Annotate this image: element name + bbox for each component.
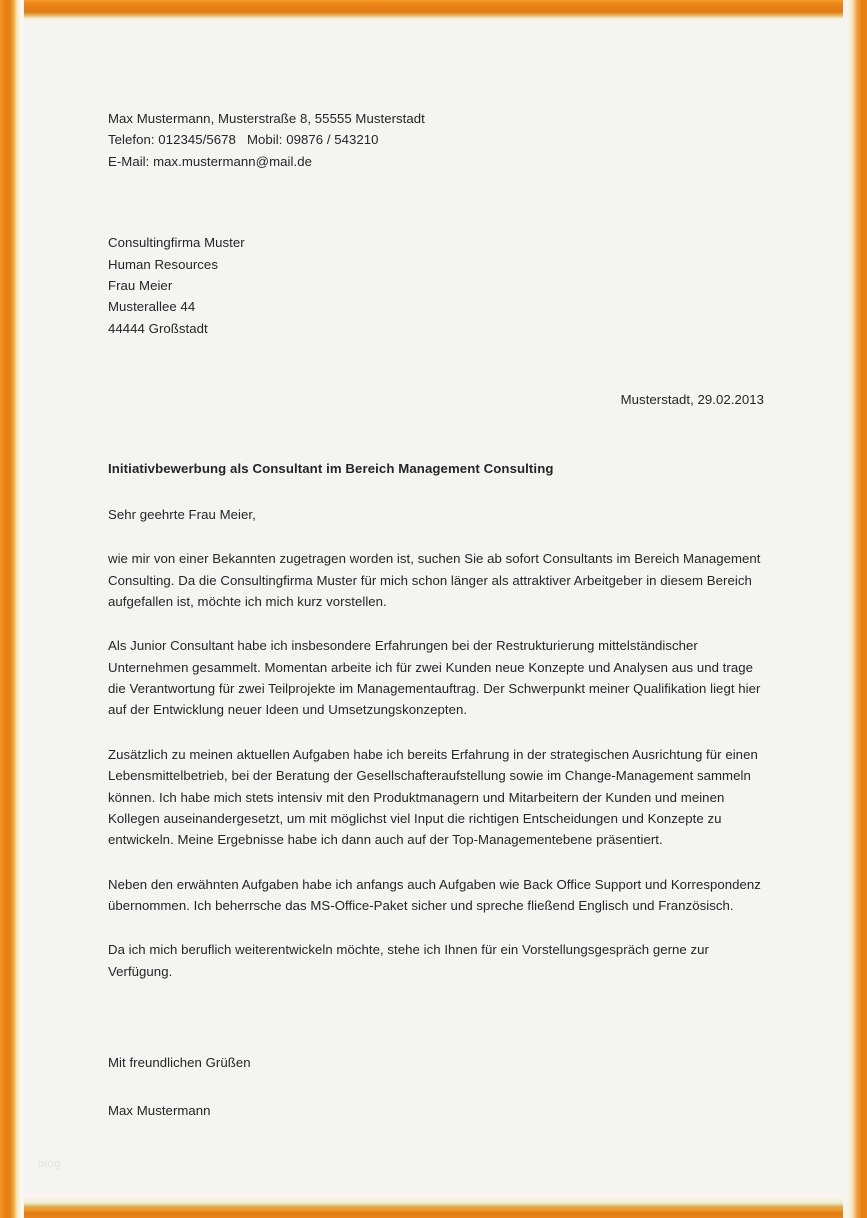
page-frame-left (0, 0, 24, 1218)
letter-content (108, 108, 772, 1121)
salutation-line: Sehr geehrte Frau Meier, (108, 506, 256, 522)
sender-line-2: Telefon: 012345/5678 Mobil: 09876 / 543210 (108, 132, 379, 148)
page-frame-right (843, 0, 867, 1218)
recipient-line-2: Human Resources (108, 256, 218, 272)
recipient-line-1: Consultingfirma Muster (108, 235, 245, 251)
recipient-line-4: Musterallee 44 (108, 299, 196, 315)
body-paragraph-5: Da ich mich beruflich weiterentwickeln möchte, stehe ich Ihnen für ein Vorstellungsgespräch gerne zur Verfügung. (108, 942, 709, 979)
date-line: Musterstadt, 29.02.2013 (620, 392, 764, 407)
letter-sheet (24, 22, 843, 1192)
page-frame-top (0, 0, 867, 22)
sender-line-3: E-Mail: max.mustermann@mail.de (108, 153, 312, 169)
sender-line-1: Max Mustermann, Musterstraße 8, 55555 Musterstadt (108, 111, 425, 126)
scan-watermark: blog (38, 1158, 61, 1170)
body-paragraph-2: Als Junior Consultant habe ich insbesondere Erfahrungen bei der Restrukturierung mittelständischer Unternehmen gesammelt. Momentan arbeite ich für zwei Kunden neue Konzepte und Analysen aus und trage die Verantwortung für zwei Teilprojekte im Managementauftrag. Der Schwerpunkt meiner Qualifikation liegt hier auf der Entwicklung neuer Ideen und Umsetzungskonzepten. (108, 638, 761, 718)
page-frame-bottom (0, 1192, 867, 1218)
subject-line: Initiativbewerbung als Consultant im Bereich Management Consulting (108, 461, 554, 477)
body-paragraph-1: wie mir von einer Bekannten zugetragen worden ist, suchen Sie ab sofort Consultants im Bereich Management Consulting. Da die Consultingfirma Muster für mich schon länger als attraktiver Arbeitgeber in diesem Bereich aufgefallen ist, möchte ich mich kurz vorstellen. (108, 551, 761, 609)
closing-line: Mit freundlichen Grüßen (108, 1055, 251, 1071)
recipient-address-block (108, 232, 772, 339)
signature-name: Max Mustermann (108, 1102, 211, 1118)
body-paragraph-3: Zusätzlich zu meinen aktuellen Aufgaben habe ich bereits Erfahrung in der strategischen Ausrichtung für einen Lebensmittelbetrieb, bei der Beratung der Gesellschafteraufstellung sowie im Change-Management sammeln können. Ich habe mich stets intensiv mit den Produktmanagern und Mitarbeitern der Kunden und meinen Kollegen auseinandergesetzt, um mit möglichst viel Input die richtigen Entscheidungen und Konzepte zu entwickeln. Meine Ergebnisse habe ich dann auch auf der Top-Managementebene präsentiert. (108, 746, 758, 848)
recipient-line-3: Frau Meier (108, 277, 173, 293)
sender-address-block (108, 108, 772, 172)
recipient-line-5: 44444 Großstadt (108, 320, 208, 336)
body-paragraph-4: Neben den erwähnten Aufgaben habe ich anfangs auch Aufgaben wie Back Office Support und Korrespondenz übernommen. Ich beherrsche das MS-Office-Paket sicher und spreche fließend Englisch und Französisch. (108, 876, 761, 913)
